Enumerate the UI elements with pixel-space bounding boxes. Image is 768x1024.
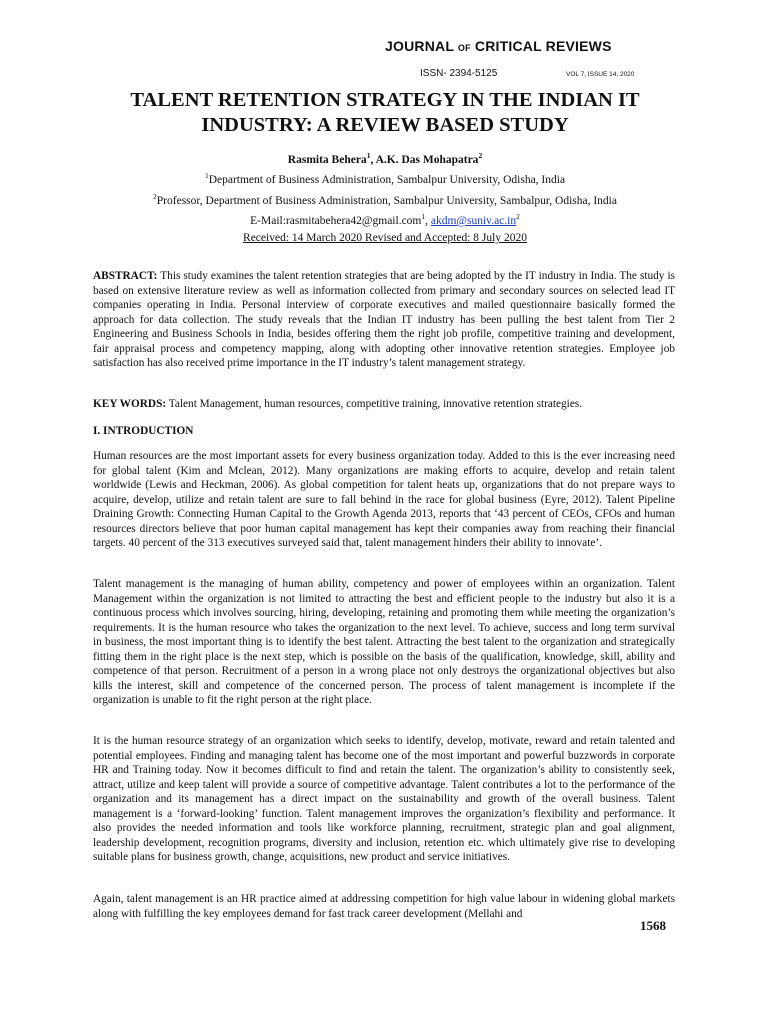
keywords-text: Talent Management, human resources, competitive training, innovative retention strategies.: [166, 398, 583, 410]
abstract: [93, 269, 675, 371]
section-heading: I. INTRODUCTION: [93, 425, 194, 437]
abstract-label: ABSTRACT:: [93, 270, 158, 282]
page-number: 1568: [640, 918, 666, 933]
affiliation-text: Department of Business Administration, Sambalpur University, Odisha, India: [208, 174, 566, 187]
email-sup: 2: [516, 211, 520, 221]
journal-name-part: JOURNAL: [385, 38, 458, 54]
author-name: A.K. Das Mohapatra: [375, 153, 479, 166]
email-2-link[interactable]: akdm@suniv.ac.in: [430, 214, 517, 227]
author-block: [90, 148, 680, 229]
affiliation-text: Professor, Department of Business Administration, Sambalpur University, Sambalpur, Odisha, India: [156, 194, 617, 207]
email-1: E-Mail:rasmitabehera42@gmail.com: [250, 214, 422, 227]
affiliation-1: [90, 168, 680, 188]
affiliation-sup: 1: [204, 171, 209, 181]
email-sup: 1: [421, 211, 426, 221]
paper-title: TALENT RETENTION STRATEGY IN THE INDIAN IT INDUSTRY: A REVIEW BASED STUDY: [130, 89, 640, 136]
author-names: [90, 148, 680, 168]
email-separator: ,: [425, 214, 431, 227]
paragraph: Again, talent management is an HR practice aimed at addressing competition for high value labour in widening global markets along with fulfilling the key employees demand for fast track career development (Mellahi and: [93, 893, 675, 920]
journal-name-of: OF: [457, 43, 471, 53]
journal-name: [385, 38, 612, 54]
paragraph: Talent management is the managing of human ability, competency and power of employees within an organization. Talent Management within the organization is not limited to attracting the best and efficient people to the industry but also it is a continuous process which involves sourcing, hiring, developing, retaining and promoting them while meeting the organization’s requirements. It is the human resource who takes the organization to the next level. To achieve, success and long term survival in business, the most important thing is to identify the best talent. Attracting the best talent to the organization and strategically fitting them in the right place is the next step, which is possible on the basis of the qualification, knowledge, skill, ability and competence of that person. Recruitment of a person in a wrong place not only destroys the organizational objectives but also kills the interest, skill and competence of the concerned person. The process of talent management is incomplete if the organization is unable to fit the right person at the right place.: [93, 578, 675, 707]
author-sup: 1: [366, 151, 371, 160]
author-name: Rasmita Behera: [287, 153, 367, 166]
author-separator: ,: [370, 153, 376, 166]
keywords-label: KEY WORDS:: [93, 398, 167, 410]
volume-issue: VOL 7, ISSUE 14, 2020: [566, 71, 635, 78]
journal-name-part: CRITICAL REVIEWS: [470, 38, 612, 54]
affiliation-sup: 2: [153, 191, 157, 201]
abstract-text: This study examines the talent retention strategies that are being adopted by the IT industry in India. The study is based on extensive literature review as well as information collected from primary and secondary sources on selected lead IT companies operating in India. Personal interview of corporate executives and mailed questionnaire basically formed the approach for data collection. The study reveals that the Indian IT industry has been pulling the best talent from Tier 2 Engineering and Business Schools in India, besides offering them the right job profile, competitive training and development, fair appraisal process and competency mapping, along with adopting other innovative retention strategies. Employee job satisfaction has also received prime importance in the IT industry’s talent management strategy.: [93, 270, 675, 369]
received-dates: Received: 14 March 2020 Revised and Accepted: 8 July 2020: [243, 232, 527, 244]
issn: ISSN- 2394-5125: [420, 68, 498, 79]
paragraph: It is the human resource strategy of an organization which seeks to identify, develop, motivate, reward and retain talented and potential employees. Finding and managing talent has become one of the most important and powerful buzzwords in corporate HR and Training today. Now it becomes difficult to find and retain the talent. The organization’s ability to consistently seek, attract, utilize and keep talent will provide a source of competitive advantage. Talent contributes a lot to the performance of the organization and its management has a direct impact on the sustainability and growth of the overall business. Talent management is a ‘forward-looking’ function. Talent management improves the organization’s flexibility and performance. It also provides the needed information and tools like workforce planning, recruitment, strategic plan and goal alignment, leadership development, recognition programs, diversity and inclusion, retention etc. which ultimately give rise to developing suitable plans for business growth, change, acquisitions, new product and service initiatives.: [93, 735, 675, 864]
keywords: [93, 397, 675, 412]
affiliation-2: [90, 189, 680, 209]
email-line: [90, 209, 680, 229]
paragraph: Human resources are the most important assets for every business organization today. Added to this is the ever increasing need for global talent (Kim and Mclean, 2012). Many organizations are making efforts to acquire, develop and retain talent worldwide (Lewis and Heckman, 2006). As global competition for talent heats up, organizations that do not prepare ways to acquire, develop, utilize and retain talent are sure to fall behind in the race for global business (Eyre, 2012). Talent Pipeline Draining Growth: Connecting Human Capital to the Growth Agenda 2013, reports that ‘43 percent of CEOs, CFOs and human resources directors believe that poor human capital management has kept their companies away from reaching their financial targets. 40 percent of the 313 executives surveyed said that, talent management hinders their ability to innovate’.: [93, 450, 675, 550]
author-sup: 2: [478, 151, 483, 160]
